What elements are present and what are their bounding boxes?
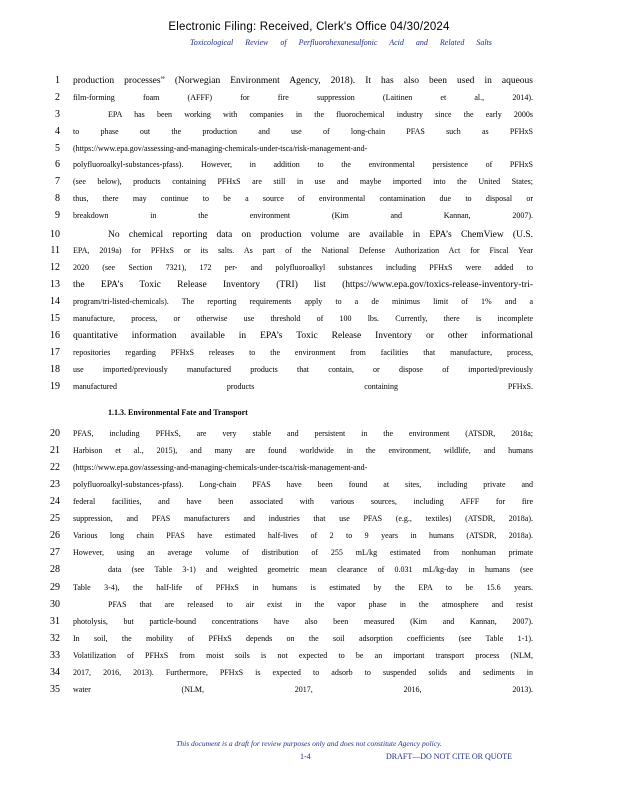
footer-disclaimer: This document is a draft for review purposes only and does not constitute Agency policy. bbox=[176, 739, 442, 748]
line-number: 18 bbox=[50, 364, 60, 375]
text-line: Harbison et al., 2015), and many are found worldwide in the environment, wildlife, and humans bbox=[73, 446, 533, 455]
text-line: manufacture, process, or otherwise use threshold of 100 lbs. Currently, there is incomplete bbox=[73, 314, 533, 323]
text-line: breakdown in the environment (Kim and Kannan, 2007). bbox=[73, 211, 533, 220]
line-number: 2 bbox=[55, 92, 60, 103]
text-line: No chemical reporting data on production volume are available in EPA’s ChemView (U.S. bbox=[108, 230, 533, 240]
line-number: 5 bbox=[55, 143, 60, 154]
line-number: 26 bbox=[50, 530, 60, 541]
line-number: 20 bbox=[50, 428, 60, 439]
text-line: program/tri-listed-chemicals). The reporting requirements apply to a de minimus limit of 1% and a bbox=[73, 297, 533, 306]
line-number: 6 bbox=[55, 159, 60, 170]
text-line: the EPA’s Toxic Release Inventory (TRI) list (https://www.epa.gov/toxics-release-inventory-tri- bbox=[73, 280, 533, 290]
line-number: 27 bbox=[50, 547, 60, 558]
text-line: In soil, the mobility of PFHxS depends on the soil adsorption coefficients (see Table 1-1). bbox=[73, 634, 533, 643]
line-number: 17 bbox=[50, 347, 60, 358]
text-line: 2020 (see Section 7321), 172 per- and polyfluoroalkyl substances including PFHxS were added to bbox=[73, 263, 533, 272]
line-number: 15 bbox=[50, 313, 60, 324]
text-line: repositories regarding PFHxS releases to the environment from facilities that manufacture, process, bbox=[73, 348, 533, 357]
line-number: 29 bbox=[50, 582, 60, 593]
line-number: 7 bbox=[55, 176, 60, 187]
line-number: 28 bbox=[50, 564, 60, 575]
text-line: Table 3-4), the half-life of PFHxS in humans is estimated by the EPA to be 15.6 years. bbox=[73, 583, 533, 592]
text-line: production processes” (Norwegian Environment Agency, 2018). It has also been used in aqueous bbox=[73, 76, 533, 86]
line-number: 24 bbox=[50, 496, 60, 507]
text-line: data (see Table 3-1) and weighted geometric mean clearance of 0.031 mL/kg-day in humans (see bbox=[108, 565, 533, 574]
text-line: PFAS that are released to air exist in the vapor phase in the atmosphere and resist bbox=[108, 600, 533, 609]
text-line: 2017, 2016, 2013). Furthermore, PFHxS is expected to adsorb to suspended solids and sediments in bbox=[73, 668, 533, 677]
text-line: polyfluoroalkyl-substances-pfass). Long-chain PFAS have been found at sites, including private and bbox=[73, 480, 533, 489]
line-number: 34 bbox=[50, 667, 60, 678]
line-number: 13 bbox=[50, 279, 60, 290]
text-line: EPA has been working with companies in the fluorochemical industry since the early 2000s bbox=[108, 110, 533, 119]
text-line: suppression, and PFAS manufacturers and industries that use PFAS (e.g., textiles) (ATSDR, 2018a). bbox=[73, 514, 533, 523]
line-number: 30 bbox=[50, 599, 60, 610]
text-line: thus, there may continue to be a source of environmental contamination due to disposal or bbox=[73, 194, 533, 203]
line-number: 19 bbox=[50, 381, 60, 392]
running-title: Toxicological Review of Perfluorohexanesulfonic Acid and Related Salts bbox=[190, 38, 492, 47]
text-line: federal facilities, and have been associated with various sources, including AFFF for fire bbox=[73, 497, 533, 506]
line-number: 33 bbox=[50, 650, 60, 661]
line-number: 31 bbox=[50, 616, 60, 627]
line-number: 25 bbox=[50, 513, 60, 524]
text-line: manufactured products containing PFHxS. bbox=[73, 382, 533, 391]
text-line: PFAS, including PFHxS, are very stable and persistent in the environment (ATSDR, 2018a; bbox=[73, 429, 533, 438]
line-number: 14 bbox=[50, 296, 60, 307]
text-line: film-forming foam (AFFF) for fire suppression (Laitinen et al., 2014). bbox=[73, 93, 533, 102]
text-line: use imported/previously manufactured products that contain, or dispose of imported/previously bbox=[73, 365, 533, 374]
text-line: water (NLM, 2017, 2016, 2013). bbox=[73, 685, 533, 694]
line-number: 9 bbox=[55, 210, 60, 221]
line-number: 32 bbox=[50, 633, 60, 644]
line-number: 1 bbox=[55, 75, 60, 86]
text-line: (https://www.epa.gov/assessing-and-managing-chemicals-under-tsca/risk-management-and- bbox=[73, 144, 368, 153]
page-number: 1-4 bbox=[300, 752, 311, 761]
line-number: 10 bbox=[50, 229, 60, 240]
text-line: to phase out the production and use of long-chain PFAS such as PFHxS bbox=[73, 127, 533, 136]
line-number: 23 bbox=[50, 479, 60, 490]
text-line: EPA, 2019a) for PFHxS or its salts. As part of the National Defense Authorization Act for Fiscal Year bbox=[73, 246, 533, 255]
line-number: 3 bbox=[55, 109, 60, 120]
text-line: quantitative information available in EPA’s Toxic Release Inventory or other informational bbox=[73, 331, 533, 341]
filing-stamp: Electronic Filing: Received, Clerk's Office 04/30/2024 bbox=[168, 21, 450, 33]
line-number: 35 bbox=[50, 684, 60, 695]
line-number: 11 bbox=[50, 245, 60, 256]
line-number: 8 bbox=[55, 193, 60, 204]
line-number: 16 bbox=[50, 330, 60, 341]
text-line: Volatilization of PFHxS from moist soils is not expected to be an important transport process (NLM, bbox=[73, 651, 533, 660]
section-heading: 1.1.3. Environmental Fate and Transport bbox=[108, 408, 248, 417]
text-line: However, using an average volume of distribution of 255 mL/kg estimated from nonhuman primate bbox=[73, 548, 533, 557]
text-line: (see below), products containing PFHxS are still in use and maybe imported into the United States; bbox=[73, 177, 533, 186]
draft-notice: DRAFT—DO NOT CITE OR QUOTE bbox=[386, 752, 513, 761]
text-line: polyfluoroalkyl-substances-pfass). However, in addition to the environmental persistence of PFHxS bbox=[73, 160, 533, 169]
line-number: 12 bbox=[50, 262, 60, 273]
line-number: 22 bbox=[50, 462, 60, 473]
text-line: Various long chain PFAS have estimated half-lives of 2 to 9 years in humans (ATSDR, 2018a). bbox=[73, 531, 533, 540]
text-line: photolysis, but particle-bound concentrations have also been measured (Kim and Kannan, 2007). bbox=[73, 617, 533, 626]
line-number: 21 bbox=[50, 445, 60, 456]
text-line: (https://www.epa.gov/assessing-and-managing-chemicals-under-tsca/risk-management-and- bbox=[73, 463, 368, 472]
line-number: 4 bbox=[55, 126, 60, 137]
